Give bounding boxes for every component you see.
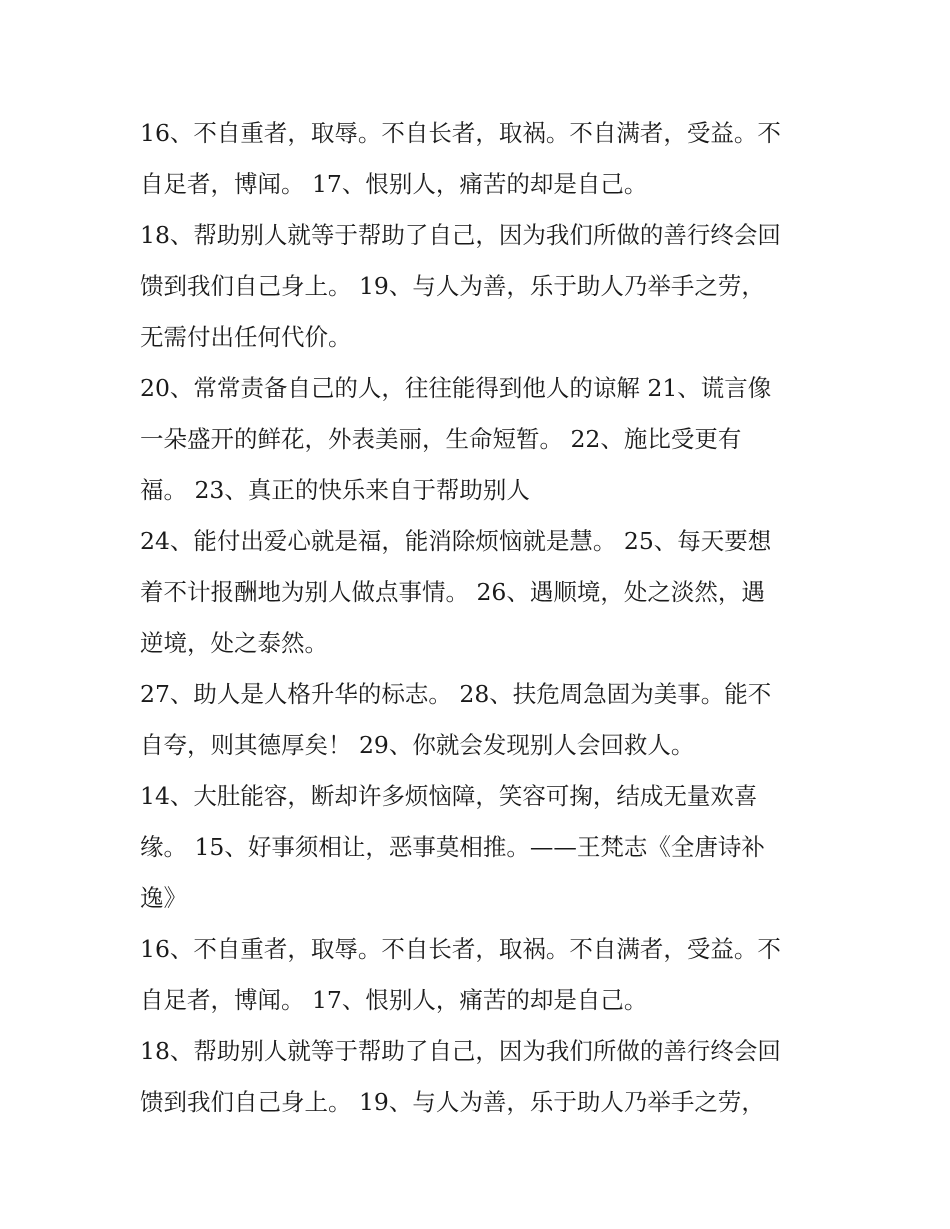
text-line: 16、不自重者，取辱。不自长者，取祸。不自满者，受益。不 — [140, 119, 781, 147]
text-line: 逆境，处之泰然。 — [140, 629, 328, 657]
text-line: 自夸，则其德厚矣！ 29、你就会发现别人会回救人。 — [140, 731, 695, 759]
text-line: 20、常常责备自己的人，往往能得到他人的谅解 21、谎言像 — [140, 374, 772, 402]
text-line: 福。 23、真正的快乐来自于帮助别人 — [140, 476, 530, 504]
text-line: 逸》 — [140, 884, 187, 912]
paragraph-18-19-repeat — [140, 1026, 812, 1128]
text-line: 27、助人是人格升华的标志。 28、扶危周急固为美事。能不 — [140, 680, 772, 708]
text-line: 18、帮助别人就等于帮助了自己，因为我们所做的善行终会回 — [140, 221, 781, 249]
paragraph-24-26 — [140, 516, 812, 669]
text-line: 馈到我们自己身上。 19、与人为善，乐于助人乃举手之劳， — [140, 272, 765, 300]
document-body — [140, 108, 812, 1128]
text-line: 无需付出任何代价。 — [140, 323, 352, 351]
text-line: 馈到我们自己身上。 19、与人为善，乐于助人乃举手之劳， — [140, 1088, 765, 1116]
paragraph-18-19 — [140, 210, 812, 363]
text-line: 14、大肚能容，断却许多烦恼障，笑容可掬，结成无量欢喜 — [140, 782, 758, 810]
paragraph-16-17 — [140, 108, 812, 210]
text-line: 自足者，博闻。 17、恨别人，痛苦的却是自己。 — [140, 986, 648, 1014]
text-line: 18、帮助别人就等于帮助了自己，因为我们所做的善行终会回 — [140, 1037, 781, 1065]
text-line: 一朵盛开的鲜花，外表美丽，生命短暂。 22、施比受更有 — [140, 425, 742, 453]
paragraph-16-17-repeat — [140, 924, 812, 1026]
text-line: 着不计报酬地为别人做点事情。 26、遇顺境，处之淡然，遇 — [140, 578, 765, 606]
paragraph-14-15 — [140, 771, 812, 924]
text-line: 自足者，博闻。 17、恨别人，痛苦的却是自己。 — [140, 170, 648, 198]
text-line: 16、不自重者，取辱。不自长者，取祸。不自满者，受益。不 — [140, 935, 781, 963]
paragraph-27-29 — [140, 669, 812, 771]
text-line: 缘。 15、好事须相让，恶事莫相推。——王梵志《全唐诗补 — [140, 833, 765, 861]
paragraph-20-23 — [140, 363, 812, 516]
text-line: 24、能付出爱心就是福，能消除烦恼就是慧。 25、每天要想 — [140, 527, 772, 555]
